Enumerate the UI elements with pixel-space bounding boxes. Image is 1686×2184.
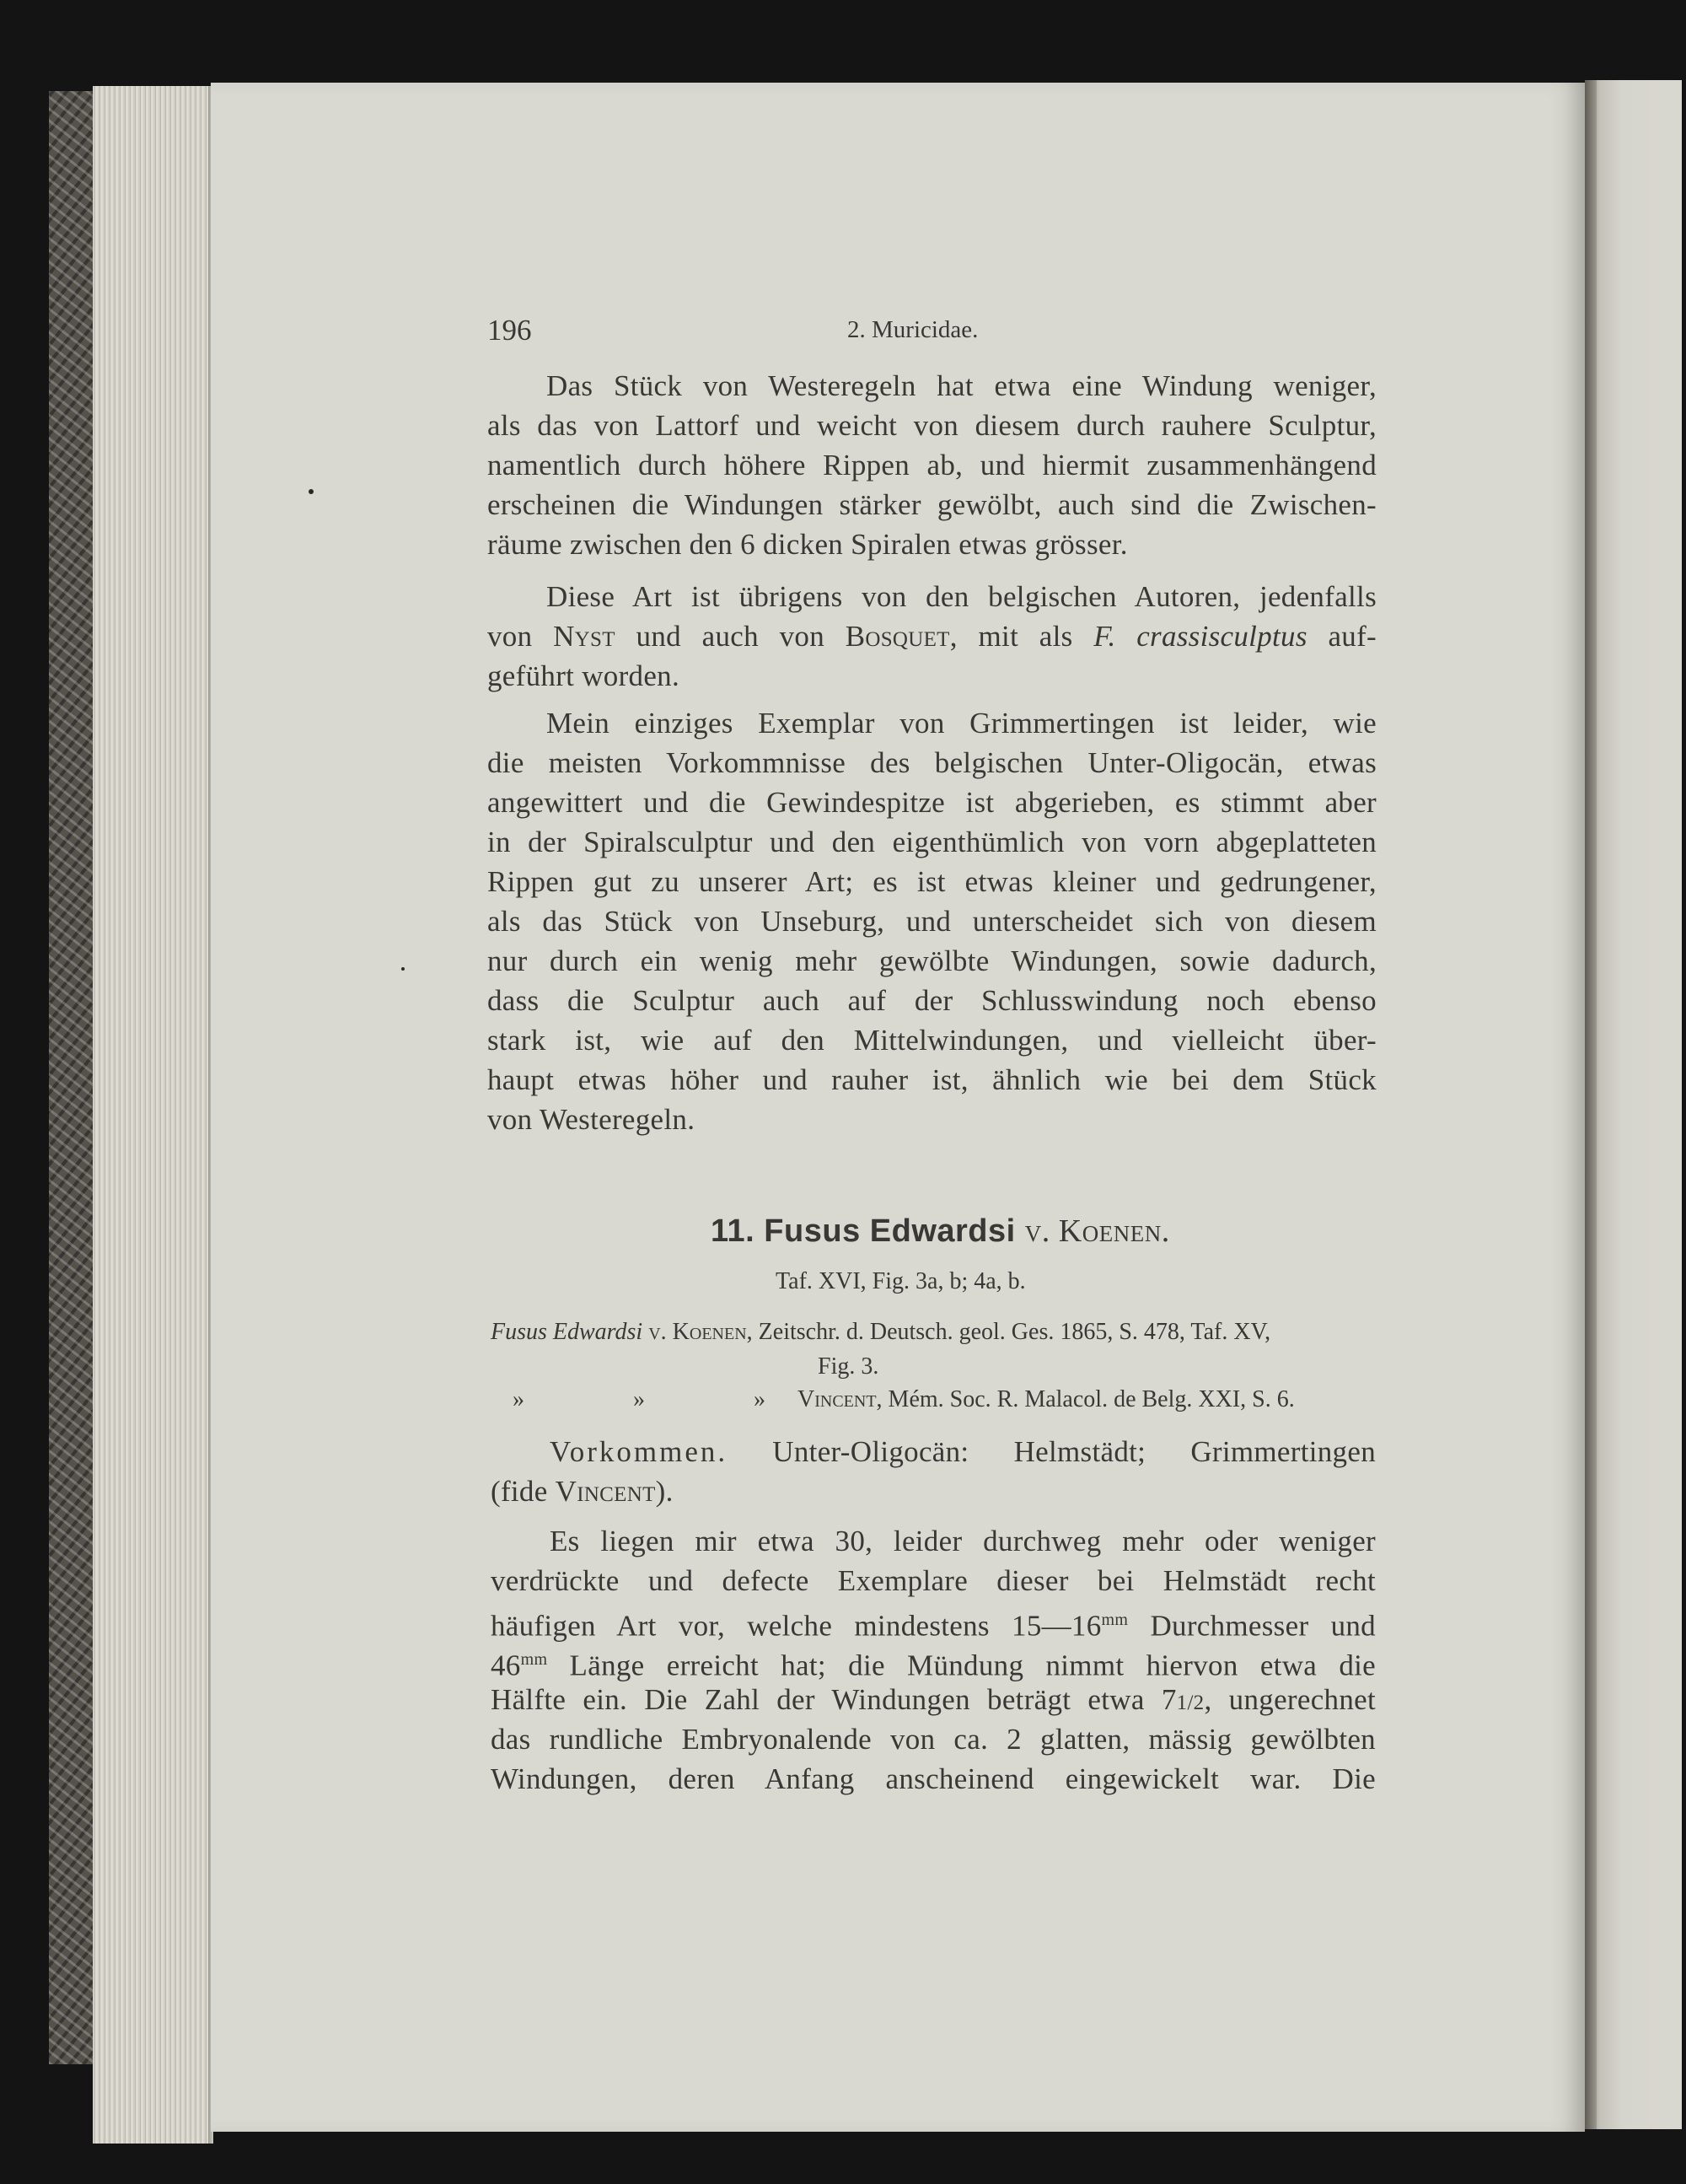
synonymy-line xyxy=(797,1386,1295,1413)
synonymy-line xyxy=(513,1386,765,1413)
text-run: Durchmesser und xyxy=(1128,1609,1376,1643)
author-name: Bosquet xyxy=(845,620,950,653)
text-run: , mit als xyxy=(949,620,1094,653)
synonymy-line xyxy=(491,1319,1270,1346)
text-run: Hälfte ein. Die Zahl der Windungen beträgt etwa 7 xyxy=(491,1683,1177,1716)
text-line: geführt worden. xyxy=(487,659,680,692)
ditto-mark: » xyxy=(513,1386,524,1412)
plate-reference: Taf. XVI, Fig. 3a, b; 4a, b. xyxy=(776,1268,1026,1294)
page-speck xyxy=(309,489,314,494)
species-name: F. crassisculptus xyxy=(1093,620,1307,653)
text-run: von xyxy=(487,620,554,653)
facing-page-edge xyxy=(1585,80,1682,2129)
page-number: 196 xyxy=(487,314,532,347)
text-line: Rippen gut zu unserer Art; es ist etwas kleiner und gedrungener, xyxy=(487,865,1377,898)
author-name: Vincent xyxy=(555,1475,656,1508)
synonym-author: v. Koenen xyxy=(648,1319,747,1345)
occurrence xyxy=(491,1432,1376,1511)
synonymy-continuation: Fig. 3. xyxy=(818,1353,879,1380)
author-name: Nyst xyxy=(553,620,615,653)
paragraph-1 xyxy=(487,366,1377,564)
text-line xyxy=(491,1471,1376,1511)
species-title: Fusus Edwardsi xyxy=(764,1213,1016,1249)
text-line: Mein einziges Exemplar von Grimmertingen ist leider, wie xyxy=(546,707,1377,740)
synonym-reference: , Zeitschr. d. Deutsch. geol. Ges. 1865, S. 478, Taf. XV, xyxy=(746,1319,1271,1345)
paragraph-3 xyxy=(487,703,1377,1139)
text-line: Es liegen mir etwa 30, leider durchweg mehr oder weniger xyxy=(550,1525,1376,1557)
text-line: verdrückte und defecte Exemplare dieser bei Helmstädt recht xyxy=(491,1564,1376,1597)
text-line: als das Stück von Unseburg, und unterscheidet sich von diesem xyxy=(487,905,1377,938)
species-heading xyxy=(711,1213,1170,1250)
occurrence-text: Unter-Oligocän: Helmstädt; Grimmertingen xyxy=(728,1435,1376,1468)
text-run: häufigen Art vor, welche mindestens 15—16 xyxy=(491,1609,1102,1643)
unit-superscript: mm xyxy=(520,1650,548,1669)
text-line: Windungen, deren Anfang anscheinend eingewickelt war. Die xyxy=(491,1762,1376,1795)
marbled-cover xyxy=(49,91,99,2064)
text-line: namentlich durch höhere Rippen ab, und hiermit zusammenhängend xyxy=(487,449,1377,481)
ditto-mark: » xyxy=(633,1386,645,1412)
text-line xyxy=(491,1432,1376,1471)
text-line: Das Stück von Westeregeln hat etwa eine Windung weniger, xyxy=(546,369,1377,402)
text-run: Länge erreicht hat; die Mündung nimmt hiervon etwa die xyxy=(547,1649,1376,1682)
ditto-mark: » xyxy=(754,1386,765,1412)
text-run: (fide xyxy=(491,1475,556,1508)
text-line: dass die Sculptur auch auf der Schlusswindung noch ebenso xyxy=(487,984,1377,1017)
text-line xyxy=(491,1680,1376,1719)
text-line: in der Spiralsculptur und den eigenthümlich von vorn abgeplatteten xyxy=(487,826,1377,858)
text-line: angewittert und die Gewindespitze ist abgerieben, es stimmt aber xyxy=(487,786,1377,819)
paragraph-2 xyxy=(487,577,1377,696)
text-line: stark ist, wie auf den Mittelwindungen, und vielleicht über- xyxy=(487,1024,1377,1057)
text-run: und auch von xyxy=(615,620,846,653)
synonym-reference: , Mém. Soc. R. Malacol. de Belg. XXI, S. 6. xyxy=(876,1386,1295,1412)
text-line xyxy=(487,616,1377,656)
text-line: von Westeregeln. xyxy=(487,1103,695,1136)
species-author: v. Koenen. xyxy=(1024,1213,1170,1249)
text-line xyxy=(491,1640,1376,1680)
text-line: nur durch ein wenig mehr gewölbte Windungen, sowie dadurch, xyxy=(487,944,1377,977)
text-run: , ungerechnet xyxy=(1204,1683,1376,1716)
text-line: haupt etwas höher und rauher ist, ähnlich wie bei dem Stück xyxy=(487,1063,1377,1096)
fraction: 1/2 xyxy=(1176,1692,1205,1714)
text-run: 46 xyxy=(491,1649,521,1682)
text-line: als das von Lattorf und weicht von diesem durch rauhere Sculptur, xyxy=(487,409,1377,442)
text-line: Diese Art ist übrigens von den belgischen Autoren, jedenfalls xyxy=(546,580,1377,613)
text-line: räume zwischen den 6 dicken Spiralen etwas grösser. xyxy=(487,528,1128,561)
synonym-name: Fusus Edwardsi xyxy=(491,1319,643,1345)
page-speck xyxy=(401,967,405,971)
species-number: 11. xyxy=(711,1213,755,1249)
page-edges xyxy=(93,86,211,2144)
text-line: die meisten Vorkommnisse des belgischen Unter-Oligocän, etwas xyxy=(487,746,1377,779)
text-run: ). xyxy=(655,1475,674,1508)
unit-superscript: mm xyxy=(1101,1611,1129,1629)
text-line: das rundliche Embryonalende von ca. 2 glatten, mässig gewölbten xyxy=(491,1723,1376,1756)
occurrence-label: Vorkommen. xyxy=(550,1435,728,1468)
text-run: auf- xyxy=(1307,620,1377,653)
text-line: erscheinen die Windungen stärker gewölbt, auch sind die Zwischen- xyxy=(487,488,1377,521)
text-line xyxy=(491,1600,1376,1643)
synonym-author: Vincent xyxy=(797,1386,877,1412)
running-title: 2. Muricidae. xyxy=(847,316,979,343)
paragraph-4 xyxy=(491,1521,1376,1799)
